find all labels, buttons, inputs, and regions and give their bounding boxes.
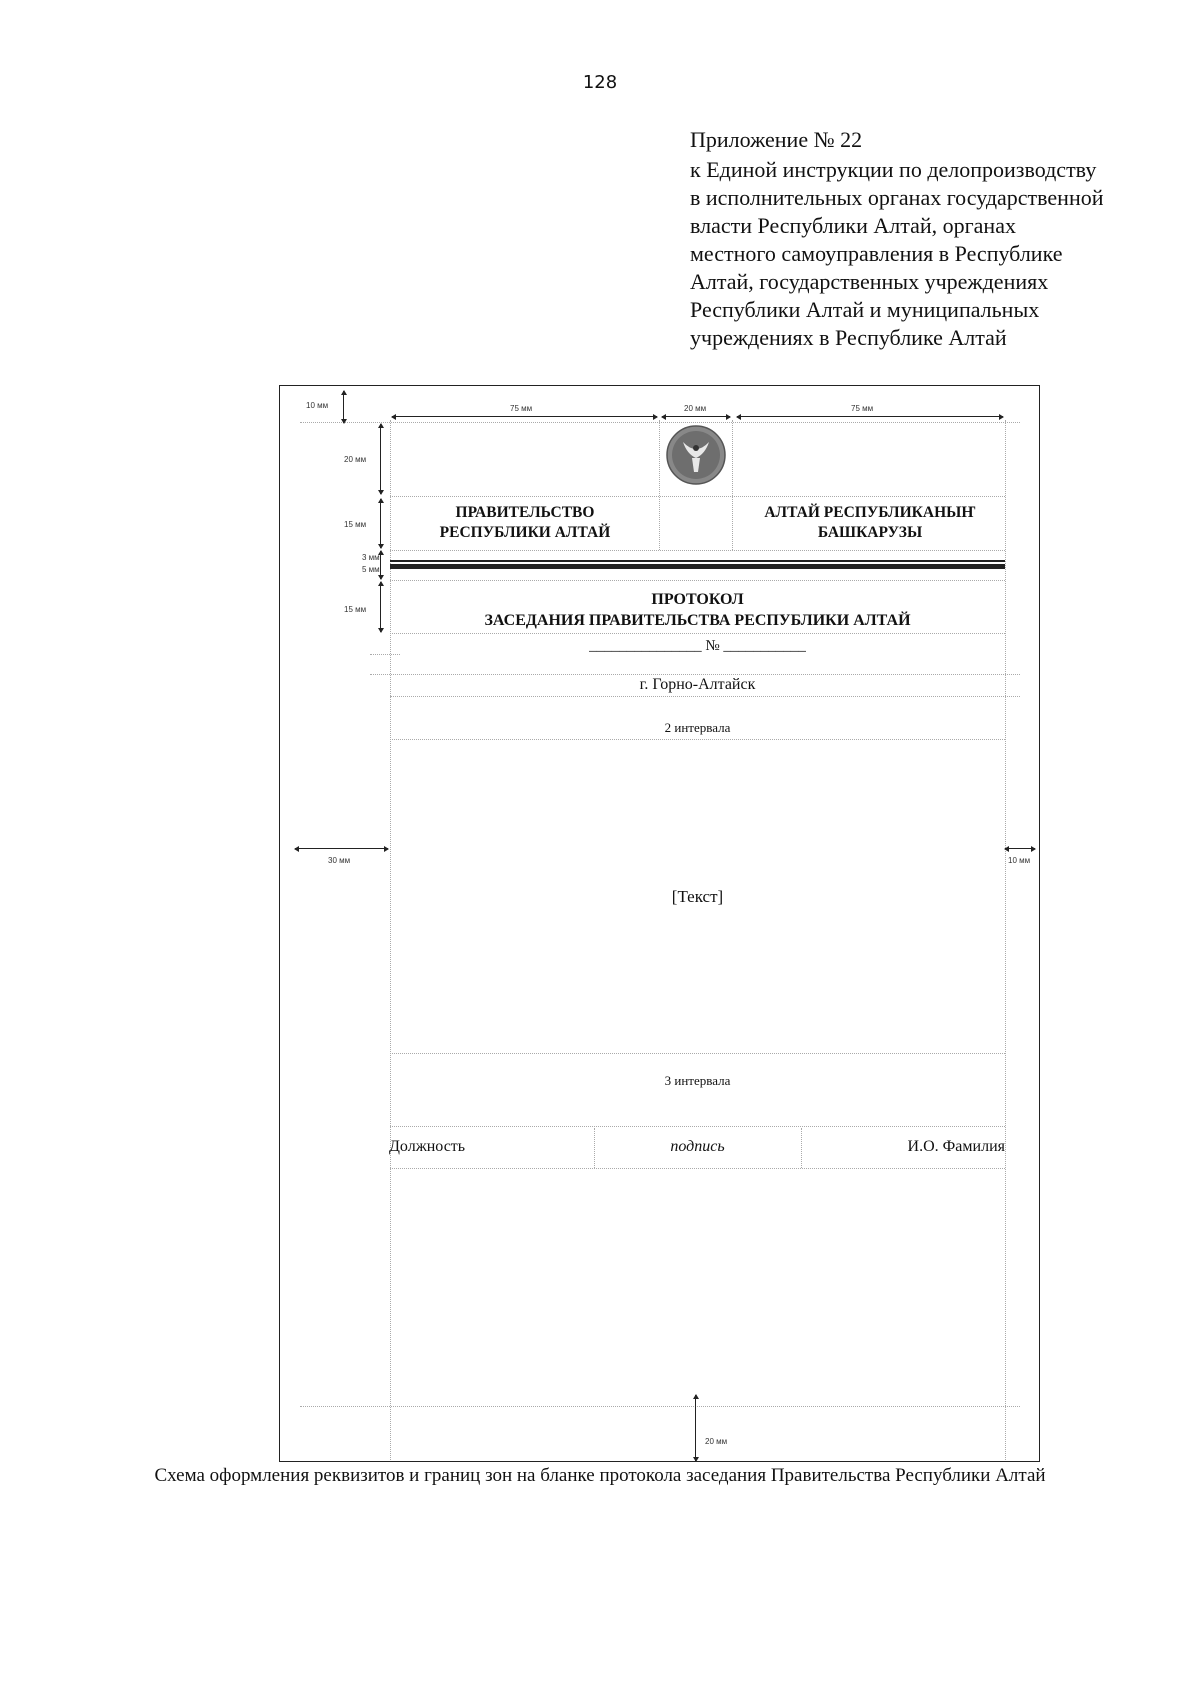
- guide-right: [1005, 420, 1006, 1460]
- dim-arrow: [380, 551, 381, 579]
- body-text-placeholder: [Текст]: [671, 887, 724, 906]
- dim-label: 15 мм: [344, 605, 367, 614]
- org-left-line: РЕСПУБЛИКИ АЛТАЙ: [439, 524, 611, 541]
- city: г. Горно-Алтайск: [639, 676, 756, 693]
- guide-h: [390, 739, 1005, 740]
- appendix-line: учреждениях в Республике Алтай: [690, 325, 1007, 350]
- appendix-line: к Единой инструкции по делопроизводству: [690, 157, 1097, 182]
- header-rule-thick: [390, 564, 1005, 569]
- guide-h: [390, 1168, 1005, 1169]
- dim-label: 15 мм: [344, 520, 367, 529]
- dim-label: 75 мм: [510, 404, 533, 413]
- number-line: _______________ № ___________: [589, 638, 806, 654]
- guide-h: [390, 633, 1005, 634]
- appendix-line: Республики Алтай и муниципальных: [690, 297, 1040, 322]
- guide-h: [390, 696, 1020, 697]
- guide-left: [390, 420, 391, 1460]
- guide-h: [390, 1126, 1005, 1127]
- emblem-icon: [665, 424, 727, 486]
- appendix-line: Алтай, государственных учреждениях: [690, 269, 1049, 294]
- guide-h: [390, 550, 1005, 551]
- guide-h: [370, 674, 1020, 675]
- guide-col1: [659, 420, 660, 550]
- dim-arrow: [695, 1395, 696, 1461]
- doc-title-line: ПРОТОКОЛ: [651, 591, 744, 608]
- interval-label-1: 2 интервала: [664, 720, 731, 735]
- dim-arrow: [662, 416, 730, 417]
- org-name-left: [400, 503, 650, 543]
- doc-title-line: ЗАСЕДАНИЯ ПРАВИТЕЛЬСТВА РЕСПУБЛИКИ АЛТАЙ: [484, 612, 911, 629]
- org-right-line: АЛТАЙ РЕСПУБЛИКАНЫҤ: [764, 504, 976, 521]
- dim-arrow: [343, 391, 344, 423]
- appendix-line: местного самоуправления в Республике: [690, 241, 1063, 266]
- dim-arrow: [380, 499, 381, 548]
- dim-label: 5 мм: [362, 565, 380, 574]
- caption-text: Схема оформления реквизитов и границ зон на бланке протокола заседания Правительства Республики Алтай: [154, 1465, 1046, 1486]
- org-right-line: БАШКАРУЗЫ: [817, 524, 923, 541]
- dim-arrow: [392, 416, 657, 417]
- page-number: 128: [582, 72, 618, 93]
- guide-h: [390, 1053, 1005, 1054]
- dim-label: 10 мм: [306, 401, 329, 410]
- signature-sign: подпись: [670, 1138, 725, 1155]
- dim-arrow: [380, 582, 381, 632]
- appendix-line: в исполнительных органах государственной: [690, 185, 1104, 210]
- dim-arrow: [737, 416, 1003, 417]
- dim-arrow: [295, 848, 388, 849]
- dim-label: 75 мм: [851, 404, 874, 413]
- guide-h: [390, 580, 1005, 581]
- dim-label: 10 мм: [1008, 856, 1031, 865]
- figure-caption: [0, 1464, 1200, 1488]
- org-left-line: ПРАВИТЕЛЬСТВО: [455, 504, 595, 521]
- interval-label-2: 3 интервала: [664, 1073, 731, 1088]
- guide-col2: [732, 420, 733, 550]
- dim-label: 30 мм: [328, 856, 351, 865]
- guide-top: [300, 422, 1020, 423]
- dim-label: 3 мм: [362, 553, 380, 562]
- org-name-right: [740, 503, 1000, 543]
- guide-h: [390, 496, 1005, 497]
- guide-bottom: [300, 1406, 1020, 1407]
- appendix-line: власти Республики Алтай, органах: [690, 213, 1016, 238]
- dim-label: 20 мм: [344, 455, 367, 464]
- signature-position: Должность: [389, 1138, 466, 1155]
- signature-name: И.О. Фамилия: [907, 1138, 1005, 1155]
- dim-label: 20 мм: [684, 404, 707, 413]
- appendix-title: Приложение № 22: [690, 127, 863, 152]
- appendix-block: [690, 126, 1170, 352]
- dim-arrow: [1005, 848, 1035, 849]
- dim-arrow: [380, 424, 381, 494]
- header-rule-thin: [390, 560, 1005, 562]
- document-title: [390, 589, 1005, 631]
- dim-label: 20 мм: [705, 1437, 728, 1446]
